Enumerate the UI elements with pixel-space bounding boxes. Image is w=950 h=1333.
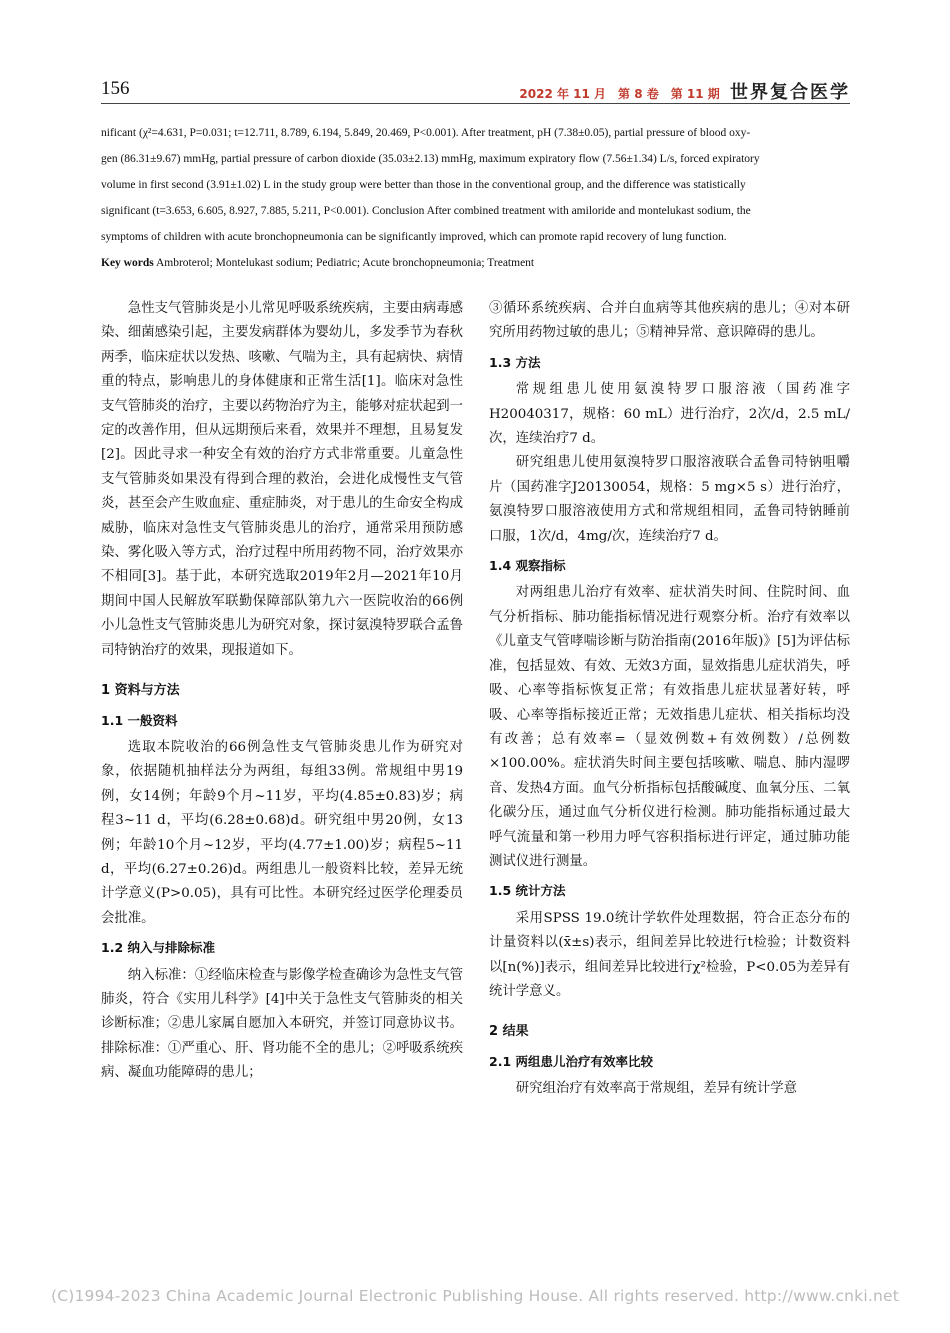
- heading-results: 2 结果: [489, 1024, 529, 1040]
- journal-name: 世界复合医学: [730, 82, 850, 103]
- method-paragraph-2: 研究组患儿使用氨溴特罗口服溶液联合孟鲁司特钠咀嚼片（国药准字J20130054，规格：5 mg×5 s）进行治疗，氨溴特罗口服溶液使用方式和常规组相同，孟鲁司特钠睡前口服，1次/d，4mg/次，连续治疗7 d。: [489, 455, 850, 544]
- criteria-paragraph: 纳入标准：①经临床检查与影像学检查确诊为急性支气管肺炎，符合《实用儿科学》[4]中关于急性支气管肺炎的相关诊断标准；②患儿家属自愿加入本研究，并签订同意协议书。排除标准：①严重心、肝、肾功能不全的患儿；②呼吸系统疾病、凝血功能障碍的患儿；: [101, 967, 463, 1081]
- keywords-label: Key words: [101, 257, 154, 269]
- abstract-line: significant (t=3.653, 6.605, 8.927, 7.885, 5.211, P<0.001). Conclusion After combined treatment with amiloride and montelukast sodium, the: [101, 205, 751, 217]
- efficacy-paragraph: 研究组治疗有效率高于常规组，差异有统计学意: [515, 1081, 797, 1097]
- abstract-line: gen (86.31±9.67) mmHg, partial pressure of carbon dioxide (35.03±2.13) mmHg, maximum expiratory flow (7.56±1.34) L/s, forced expiratory: [101, 153, 760, 165]
- keywords: [101, 250, 850, 276]
- statistics-paragraph: 采用SPSS 19.0统计学软件处理数据，符合正态分布的计量资料以(x̄±s)表示，组间差异比较进行t检验；计数资料以[n(%)]表示，组间差异比较进行χ²检验，P<0.05为差异有统计学意义。: [489, 910, 850, 999]
- header-rule: [101, 103, 850, 104]
- heading-criteria: 1.2 纳入与排除标准: [101, 940, 215, 956]
- general-data-paragraph: 选取本院收治的66例急性支气管肺炎患儿作为研究对象，依据随机抽样法分为两组，每组33例。常规组中男19例，女14例；年龄9个月~11岁，平均(4.85±0.83)岁；病程3~11 d，平均(6.28±0.68)d。研究组中男20例，女13例；年龄10个月~12岁，平均(4.77±1.00)岁；病程5~11 d，平均(6.27±0.26)d。两组患儿一般资料比较，差异无统计学意义(P>0.05)，具有可比性。本研究经过医学伦理委员会批准。: [101, 739, 463, 926]
- heading-statistics: 1.5 统计方法: [489, 883, 566, 899]
- heading-indicators: 1.4 观察指标: [489, 558, 566, 574]
- intro-paragraph: 急性支气管肺炎是小儿常见呼吸系统疾病，主要由病毒感染、细菌感染引起，主要发病群体为婴幼儿，多发季节为春秋两季，临床症状以发热、咳嗽、气喘为主，具有起病快、病情重的特点，影响患儿的身体健康和正常生活[1]。临床对急性支气管肺炎的治疗，主要以药物治疗为主，能够对症状起到一定的改善作用，但从远期预后来看，效果并不理想，且易复发[2]。因此寻求一种安全有效的治疗方式非常重要。儿童急性支气管肺炎如果没有得到合理的救治，会进化成慢性支气管炎，甚至会产生败血症、重症肺炎，对于患儿的生命安全构成威胁，临床对急性支气管肺炎患儿的治疗，通常采用预防感染、雾化吸入等方式，治疗过程中所用药物不同，治疗效果亦不相同[3]。基于此，本研究选取2019年2月—2021年10月期间中国人民解放军联勤保障部队第九六一医院收治的66例小儿急性支气管肺炎患儿为研究对象，探讨氨溴特罗联合孟鲁司特钠治疗的效果，现报道如下。: [101, 301, 463, 658]
- journal-issue: 2022 年 11 月 第 8 卷 第 11 期: [519, 87, 720, 101]
- left-column: [101, 297, 463, 1086]
- criteria-continued: ③循环系统疾病、合并白血病等其他疾病的患儿；④对本研究所用药物过敏的患儿；⑤精神异常、意识障碍的患儿。: [489, 301, 850, 341]
- heading-method: 1.3 方法: [489, 354, 541, 370]
- method-paragraph-1: 常规组患儿使用氨溴特罗口服溶液（国药准字H20040317，规格：60 mL）进行治疗，2次/d，2.5 mL/次，连续治疗7 d。: [489, 382, 850, 447]
- english-abstract: [101, 120, 850, 276]
- heading-general-data: 1.1 一般资料: [101, 712, 178, 728]
- heading-efficacy: 2.1 两组患儿治疗有效率比较: [489, 1053, 653, 1069]
- page-number: 156: [101, 78, 130, 99]
- heading-methods: 1 资料与方法: [101, 683, 180, 699]
- abstract-line: symptoms of children with acute bronchopneumonia can be significantly improved, which can promote rapid recovery of lung function.: [101, 231, 727, 243]
- keywords-text: Ambroterol; Montelukast sodium; Pediatric; Acute bronchopneumonia; Treatment: [153, 257, 535, 269]
- copyright-footer: (C)1994-2023 China Academic Journal Electronic Publishing House. All rights reserved. http://www.cnki.net: [50, 1287, 900, 1305]
- indicators-paragraph: 对两组患儿治疗有效率、症状消失时间、住院时间、血气分析指标、肺功能指标情况进行观察分析。治疗有效率以《儿童支气管哮喘诊断与防治指南(2016年版)》[5]为评估标准，包括显效、有效、无效3方面，显效指患儿症状消失，呼吸、心率等指标恢复正常；有效指患儿症状显著好转，呼吸、心率等指标接近正常；无效指患儿症状、相关指标均没有改善；总有效率=（显效例数+有效例数）/总例数×100.00%。症状消失时间主要包括咳嗽、喘息、肺内湿啰音、发热4方面。血气分析指标包括酸碱度、血氧分压、二氧化碳分压，通过血气分析仪进行检测。肺功能指标通过最大呼气流量和第一秒用力呼气容积指标进行评定，通过肺功能测试仪进行测量。: [489, 585, 850, 869]
- journal-info: [519, 78, 850, 104]
- right-column: [489, 297, 850, 1102]
- abstract-line: volume in first second (3.91±1.02) L in the study group were better than those in the conventional group, and the difference was statistically: [101, 179, 746, 191]
- abstract-line: nificant (χ²=4.631, P=0.031; t=12.711, 8.789, 6.194, 5.849, 20.469, P<0.001). After treatment, pH (7.38±0.05), partial pressure of blood oxy-: [101, 127, 751, 139]
